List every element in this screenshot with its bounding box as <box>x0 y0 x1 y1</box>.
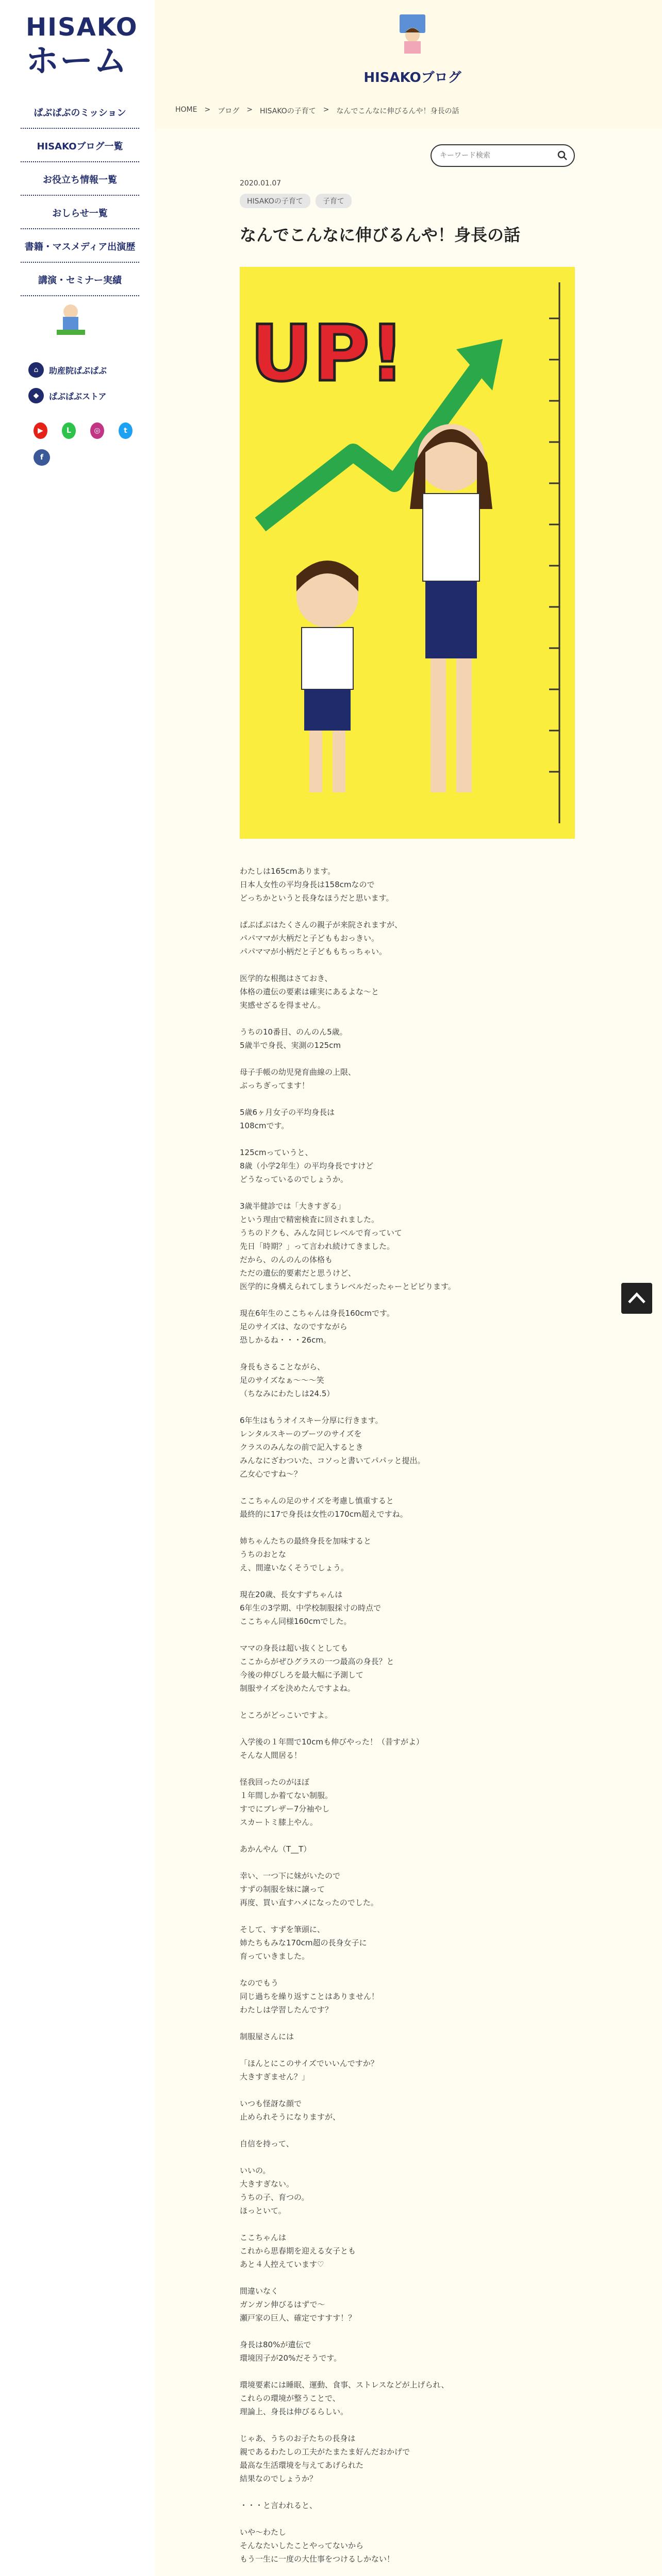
article-paragraph: 自信を持って、 <box>240 2139 294 2148</box>
breadcrumb-sep: > <box>204 106 211 114</box>
breadcrumb-blog[interactable]: ブログ <box>218 107 240 115</box>
article-paragraph: 制服屋さんには <box>240 2032 294 2041</box>
hero-illustration <box>240 267 575 839</box>
instagram-icon[interactable]: ◎ <box>90 422 104 439</box>
article-paragraph: 「ほんとにこのサイズでいいんですか？ 大きすぎません？」 <box>240 2059 378 2081</box>
sidebar-item-news[interactable]: おしらせ一覧 <box>21 198 139 229</box>
breadcrumb-current: なんでこんなに伸びるんや！身長の話 <box>336 107 459 115</box>
breadcrumb-category[interactable]: HISAKOの子育て <box>259 107 316 115</box>
article-paragraph: ここちゃんの足のサイズを考慮し慎重すると 最終的に17で身長は女性の170cm超えですね。 <box>240 1496 408 1519</box>
sidebar-item-media[interactable]: 書籍・マスメディア出演歴 <box>21 232 139 263</box>
search-input[interactable] <box>440 148 553 163</box>
article-paragraph: 現在20歳、長女すずちゃんは 6年生の3学期、中学校制服採寸の時点で ここちゃん同様160cmでした。 <box>240 1590 382 1626</box>
sidebar-item-blog[interactable]: HISAKOブログ一覧 <box>21 131 139 162</box>
article-paragraph: うちの10番目、のんのん5歳。 5歳半で身長、実測の125cm <box>240 1027 347 1050</box>
page-title: HISAKOブログ <box>363 70 461 86</box>
tag-kosodate[interactable]: 子育て <box>316 194 352 208</box>
article-paragraph: ・・・と言われると、 <box>240 2501 318 2510</box>
tag-hisako[interactable]: HISAKOの子育て <box>240 194 310 208</box>
breadcrumb-home[interactable]: HOME <box>175 106 197 114</box>
sidebar-link-store[interactable]: ◆ ぱぶぱぶストア <box>28 386 142 405</box>
breadcrumb <box>175 106 467 116</box>
sidebar-link-clinic[interactable]: ⌂ 助産院ぱぶぱぶ <box>28 361 142 379</box>
facebook-icon[interactable]: f <box>34 449 50 466</box>
article-paragraph: 身長もさることながら、 足のサイズなぁ〜〜〜笑 （ちなみにわたしは24.5） <box>240 1362 335 1398</box>
sidebar <box>0 0 155 2576</box>
search-box <box>431 144 575 167</box>
article-paragraph: 間違いなく ガンガン伸びるはずで〜 瀬戸家の巨人、確定ですすす！？ <box>240 2286 356 2323</box>
page-header <box>155 0 662 129</box>
sidebar-item-mission[interactable]: ぱぶぱぶのミッション <box>21 98 139 129</box>
article-paragraph: ママの身長は超い抜くとしても ここからがぜひグラスの一つ最高の身長？と 今後の伸びしろを最大幅に予測して 制服サイズを決めたんですよね。 <box>240 1643 394 1693</box>
breadcrumb-sep: > <box>323 106 329 114</box>
article-paragraph: いいの。 大きすぎない。 うちの子、育つの。 ほっといて。 <box>240 2166 309 2215</box>
article-paragraph: 環境要素には睡眠、運動、食事、ストレスなどが上げられ、 これらの環境が整うことで、 理論上、身長は伸びるらしい。 <box>240 2380 449 2416</box>
breadcrumb-sep: > <box>246 106 253 114</box>
article-paragraph: 5歳6ヶ月女子の平均身長は 108cmです。 <box>240 1108 335 1130</box>
logo-text-bottom: ホーム <box>26 42 128 80</box>
article-paragraph: 125cmっていうと、 8歳（小学2年生）の平均身長ですけど どうなっているのでしょうか。 <box>240 1148 374 1184</box>
sidebar-item-seminar[interactable]: 講演・セミナー実績 <box>21 265 139 296</box>
article-paragraph: 怪我回ったのがほぼ １年間しか着てない制服。 すでにブレザー7分袖やし スカートミ膝上やん。 <box>240 1777 333 1827</box>
post-date: 2020.01.07 <box>240 179 282 188</box>
article-paragraph: 姉ちゃんたちの最終身長を加味すると うちのおとな え、間違いなくそうでしょう。 <box>240 1536 372 1572</box>
article-paragraph: 現在6年生のここちゃんは身長160cmです。 足のサイズは、なのですながら 恐しかるね・・・26cm。 <box>240 1309 394 1345</box>
mascot-illustration <box>52 301 90 337</box>
twitter-icon[interactable]: t <box>119 422 133 439</box>
youtube-icon[interactable]: ▶ <box>34 422 47 439</box>
article-paragraph: いつも怪訝な顔で 止められそうになりますが、 <box>240 2099 341 2122</box>
back-to-top-button[interactable] <box>621 1283 652 1314</box>
sidebar-menu <box>21 98 139 299</box>
article-paragraph: なのでもう 同じ過ちを繰り返すことはありません！ わたしは学習したんです？ <box>240 1978 379 2014</box>
tag-list <box>240 194 575 208</box>
article-paragraph: そして、すずを筆頭に、 姉たちもみな170cm超の長身女子に 育っていきました。 <box>240 1925 367 1961</box>
article-paragraph: 6年生はもうオイスキー分厚に行きます。 レンタルスキーのブーツのサイズを クラスのみんなの前で記入するとき みんなにざわついた、コソっと書いてパパッと提出。 乙女心ですね〜？ <box>240 1416 425 1479</box>
article-paragraph: ぱぶぱぶはたくさんの親子が来院されますが、 パパママが大柄だと子どももおっきい。 パパママが小柄だと子どももちっちゃい。 <box>240 920 403 956</box>
article-paragraph: わたしは165cmあります。 日本人女性の平均身長は158cmなので どっちかというと長身なほうだと思います。 <box>240 867 394 903</box>
site-logo[interactable] <box>26 13 138 85</box>
article-paragraph: じゃあ、うちのお子たちの長身は 親であるわたしの工夫がたまたま好んだおかげで 最高な生活環境を与えてあげられた 結果なのでしょうか？ <box>240 2434 410 2483</box>
logo-text-top: HISAKO <box>26 13 138 42</box>
article-title: なんでこんなに伸びるんや！身長の話 <box>240 225 521 245</box>
sidebar-item-info[interactable]: お役立ち情報一覧 <box>21 165 139 196</box>
article-paragraph: 入学後の１年間で10cmも伸びやった！（昔すがよ） そんな人間居る！ <box>240 1737 424 1760</box>
store-icon: ◆ <box>28 388 44 403</box>
header-illustration <box>392 9 433 56</box>
article-paragraph: 幸い、一つ下に妹がいたので すずの制服を妹に譲って 再度、買い直すハメになったのでした。 <box>240 1871 378 1907</box>
article-paragraph: 身長は80%が遺伝で 環境因子が20%だそうです。 <box>240 2340 342 2363</box>
article-paragraph: 3歳半健診では「大きすぎる」 という理由で精密検査に回されました。 うちのドクも、みんな同じレベルで育っていて 先日「時期？」って言われ続けてきました。 だから、のんのんの体格も ただの遺伝的要素だと思うけど、 医学的に身構えられてしまうレベルだったゃーとビビります。 <box>240 1201 456 1291</box>
line-icon[interactable]: L <box>62 422 76 439</box>
article-paragraph: ところがどっこいですよ。 <box>240 1710 333 1720</box>
search-icon[interactable] <box>556 149 569 162</box>
clinic-icon: ⌂ <box>28 362 44 378</box>
article-paragraph: いや〜わたし そんなたいしたことやってないから もう一生に一度の大仕事をつけるしかない！ <box>240 2528 395 2564</box>
article-paragraph: 母子手帳の幼児発育曲線の上限、 ぶっちぎってます！ <box>240 1067 356 1090</box>
article-paragraph: ここちゃんは これから思春期を迎える女子とも あと４人控えています♡ <box>240 2233 356 2269</box>
article-paragraph: あかんやん（T__T） <box>240 1844 311 1854</box>
hero-image <box>240 267 575 839</box>
social-links <box>34 422 147 476</box>
article-paragraph: 医学的な根拠はさておき、 体格の遺伝の要素は確実にあるよな〜と 実感せざるを得ません。 <box>240 974 379 1010</box>
svg-text:UP!: UP! <box>250 309 405 399</box>
article-body <box>240 865 575 2576</box>
article <box>240 175 575 2576</box>
